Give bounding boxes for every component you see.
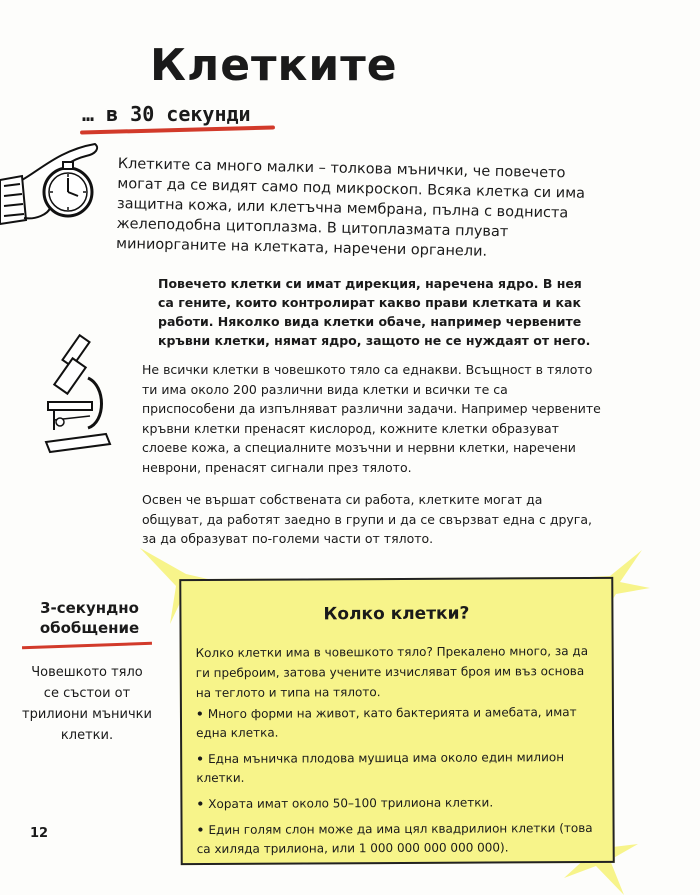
- list-item: • Един голям слон може да има цял квадрилион клетки (това са хиляда трилиона, или 1 000 000 000 000 000).: [197, 819, 602, 859]
- page-subtitle: … в 30 секунди: [82, 102, 251, 126]
- highlight-paragraph: Повечето клетки си имат дирекция, наречена ядро. В нея са гените, които контролират какво прави клетката и как работи. Няколко вида клетки обаче, например червените кръвни клетки, нямат ядро, защото не се нуждаят от него.: [158, 276, 591, 348]
- info-box-intro: Колко клетки има в човешкото тяло? Прекалено много, за да ги преброим, затова учените изчисляват броя им въз основа на теглото и типа на тялото.: [195, 643, 589, 701]
- subtitle-underline: [80, 125, 275, 134]
- info-box: [179, 577, 614, 865]
- summary-text: Човешкото тяло се състои от трилиони мънички клетки.: [22, 665, 152, 743]
- summary-underline: [22, 642, 152, 650]
- list-item: • Много форми на живот, като бактерията и амебата, имат една клетка.: [196, 703, 601, 743]
- body-paragraph-2: Освен че вършат собствената си работа, клетките могат да общуват, да работят заедно в групи и да се свързват една с друга, за да образуват по-големи части от тялото.: [142, 492, 593, 546]
- list-item: • Една мъничка плодова мушица има около един милион клетки.: [196, 748, 601, 788]
- microscope-icon: [40, 330, 120, 460]
- body-paragraph-1: Не всички клетки в човешкото тяло са еднакви. Всъщност в тялото ти има около 200 различни вида клетки и всички те са приспособени да изпълняват различни задачи. Например червените кръвни клетки пренасят кислород, кожните клетки образуват слоеве кожа, а специалните мозъчни и нервни клетки, наречени неврони, пренасят сигнали през тялото.: [142, 362, 601, 475]
- hand-stopwatch-icon: [0, 140, 120, 230]
- page-number: 12: [30, 826, 49, 841]
- summary-title: 3-секундно обобщение: [39, 599, 140, 637]
- page-title: Клетките: [150, 40, 398, 91]
- intro-paragraph: Клетките са много малки – толкова мънички, че повечето могат да се видят само под микроскоп. Всяка клетка си има защитна кожа, или клетъчна мембрана, пълна с водниста желеподобна цитоплазма. В цитоплазмата плуват миниорганите на клетката, наречени органели.: [115, 155, 586, 260]
- info-box-title: Колко клетки?: [323, 603, 470, 625]
- info-box-list: [196, 703, 602, 866]
- list-item: • Хората имат около 50–100 трилиона клетки.: [196, 793, 601, 814]
